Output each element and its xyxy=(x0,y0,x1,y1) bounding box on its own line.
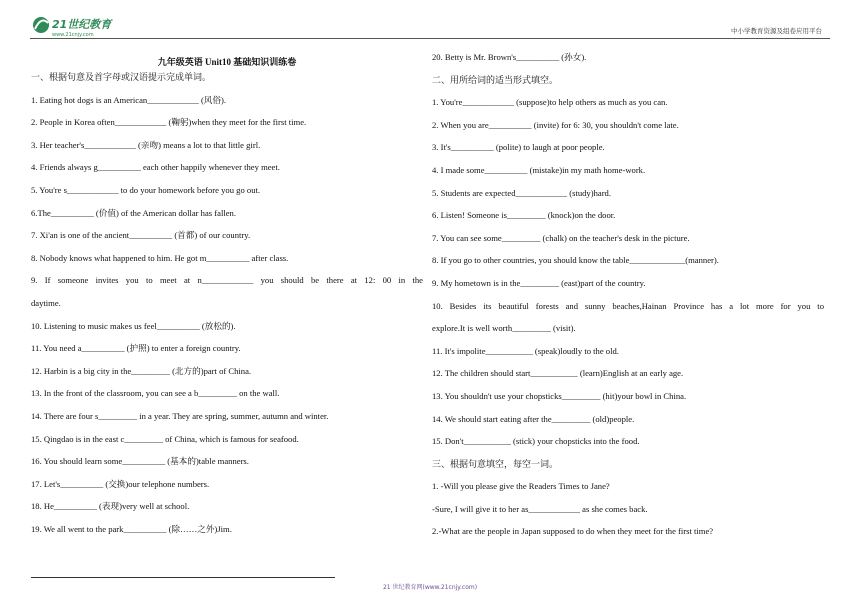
question-line: explore.It is well worth_________ (visit). xyxy=(432,323,576,334)
right-column xyxy=(432,52,824,549)
question-line: 14. We should start eating after the_________ (old)people. xyxy=(432,413,635,424)
footer-divider xyxy=(31,577,335,578)
question-line: 6.The__________ (价值) of the American dollar has fallen. xyxy=(31,207,236,218)
section-heading: 三、根据句意填空，每空一词。 xyxy=(432,458,559,469)
question-line: 17. Let's__________ (交换)our telephone numbers. xyxy=(31,478,210,489)
page-header xyxy=(30,14,830,40)
question-line: 3. It's__________ (polite) to laugh at poor people. xyxy=(432,142,605,153)
question-line: -Sure, I will give it to her as____________ as she comes back. xyxy=(432,503,648,514)
logo-icon xyxy=(30,14,160,38)
page-title: 九年级英语 Unit10 基础知识训练卷 xyxy=(157,57,297,67)
question-line: 18. He__________ (表现)very well at school. xyxy=(31,501,190,512)
question-line: 14. There are four s_________ in a year. They are spring, summer, autumn and winter. xyxy=(31,410,329,421)
left-question-list xyxy=(31,72,423,546)
left-column xyxy=(31,52,423,546)
question-line: 1. Eating hot dogs is an American____________ (风俗). xyxy=(31,94,227,105)
question-line: 11. You need a__________ (护照) to enter a foreign country. xyxy=(31,343,241,354)
question-line: 1. -Will you please give the Readers Times to Jane? xyxy=(432,481,610,492)
question-line: 3. Her teacher's____________ (亲吻) means a lot to that little girl. xyxy=(31,139,261,150)
svg-text:21世纪教育: 21世纪教育 xyxy=(52,18,112,31)
question-line: 12. Harbin is a big city in the_________ (北方的)part of China. xyxy=(31,365,252,376)
question-line: 4. Friends always g__________ each other happily whenever they meet. xyxy=(31,162,280,173)
header-platform-text: 中小学教育资源及组卷应用平台 xyxy=(731,27,822,35)
question-line: 6. Listen! Someone is_________ (knock)on the door. xyxy=(432,210,616,221)
question-line: 7. Xi'an is one of the ancient__________ (首都) of our country. xyxy=(31,230,251,241)
question-line: 8. If you go to other countries, you should know the table_____________(manner). xyxy=(432,255,719,266)
question-line: 12. The children should start___________ (learn)English at an early age. xyxy=(432,368,684,379)
question-line: daytime. xyxy=(31,297,61,308)
right-question-list xyxy=(432,52,824,549)
question-line: 10. Besides its beautiful forests and sunny beaches,Hainan Province has a lot more for you to xyxy=(432,300,824,311)
svg-text:www.21cnjy.com: www.21cnjy.com xyxy=(52,32,94,38)
question-line: 5. Students are expected____________ (study)hard. xyxy=(432,187,611,198)
question-line: 11. It's impolite___________ (speak)loudly to the old. xyxy=(432,345,619,356)
question-line: 8. Nobody knows what happened to him. He got m__________ after class. xyxy=(31,252,289,263)
question-line: 2.-What are the people in Japan supposed to do when they meet for the first time? xyxy=(432,526,714,537)
footer-source: 21 世纪教育网(www.21cnjy.com) xyxy=(382,584,478,591)
question-line: 7. You can see some_________ (chalk) on the teacher's desk in the picture. xyxy=(432,232,690,243)
question-line: 9. My hometown is in the_________ (east)part of the country. xyxy=(432,277,646,288)
question-line: 15. Qingdao is in the east c_________ of China, which is famous for seafood. xyxy=(31,433,299,444)
section-heading: 一、根据句意及首字母或汉语提示完成单词。 xyxy=(31,72,212,82)
question-line: 13. You shouldn't use your chopsticks_________ (hit)your bowl in China. xyxy=(432,390,687,401)
question-line: 19. We all went to the park__________ (除……之外)Jim. xyxy=(31,523,232,534)
question-line: 13. In the front of the classroom, you can see a b_________ on the wall. xyxy=(31,388,280,399)
logo xyxy=(30,14,160,38)
question-line: 9. If someone invites you to meet at n____________ you should be there at 12: 00 in the xyxy=(31,275,423,286)
question-line: 16. You should learn some__________ (基本的)table manners. xyxy=(31,456,249,467)
question-line: 5. You're s____________ to do your homework before you go out. xyxy=(31,184,261,195)
question-line: 20. Betty is Mr. Brown's__________ (孙女). xyxy=(432,52,587,62)
question-line: 1. You're____________ (suppose)to help others as much as you can. xyxy=(432,97,668,108)
question-line: 2. People in Korea often____________ (鞠躬)when they meet for the first time. xyxy=(31,117,307,128)
question-line: 2. When you are__________ (invite) for 6: 30, you shouldn't come late. xyxy=(432,119,679,130)
header-divider xyxy=(30,38,830,39)
question-line: 4. I made some__________ (mistake)in my math home-work. xyxy=(432,164,646,175)
question-line: 10. Listening to music makes us feel__________ (放松的). xyxy=(31,320,236,331)
question-line: 15. Don't___________ (stick) your chopsticks into the food. xyxy=(432,436,640,447)
section-heading: 二、用所给词的适当形式填空。 xyxy=(432,74,559,85)
